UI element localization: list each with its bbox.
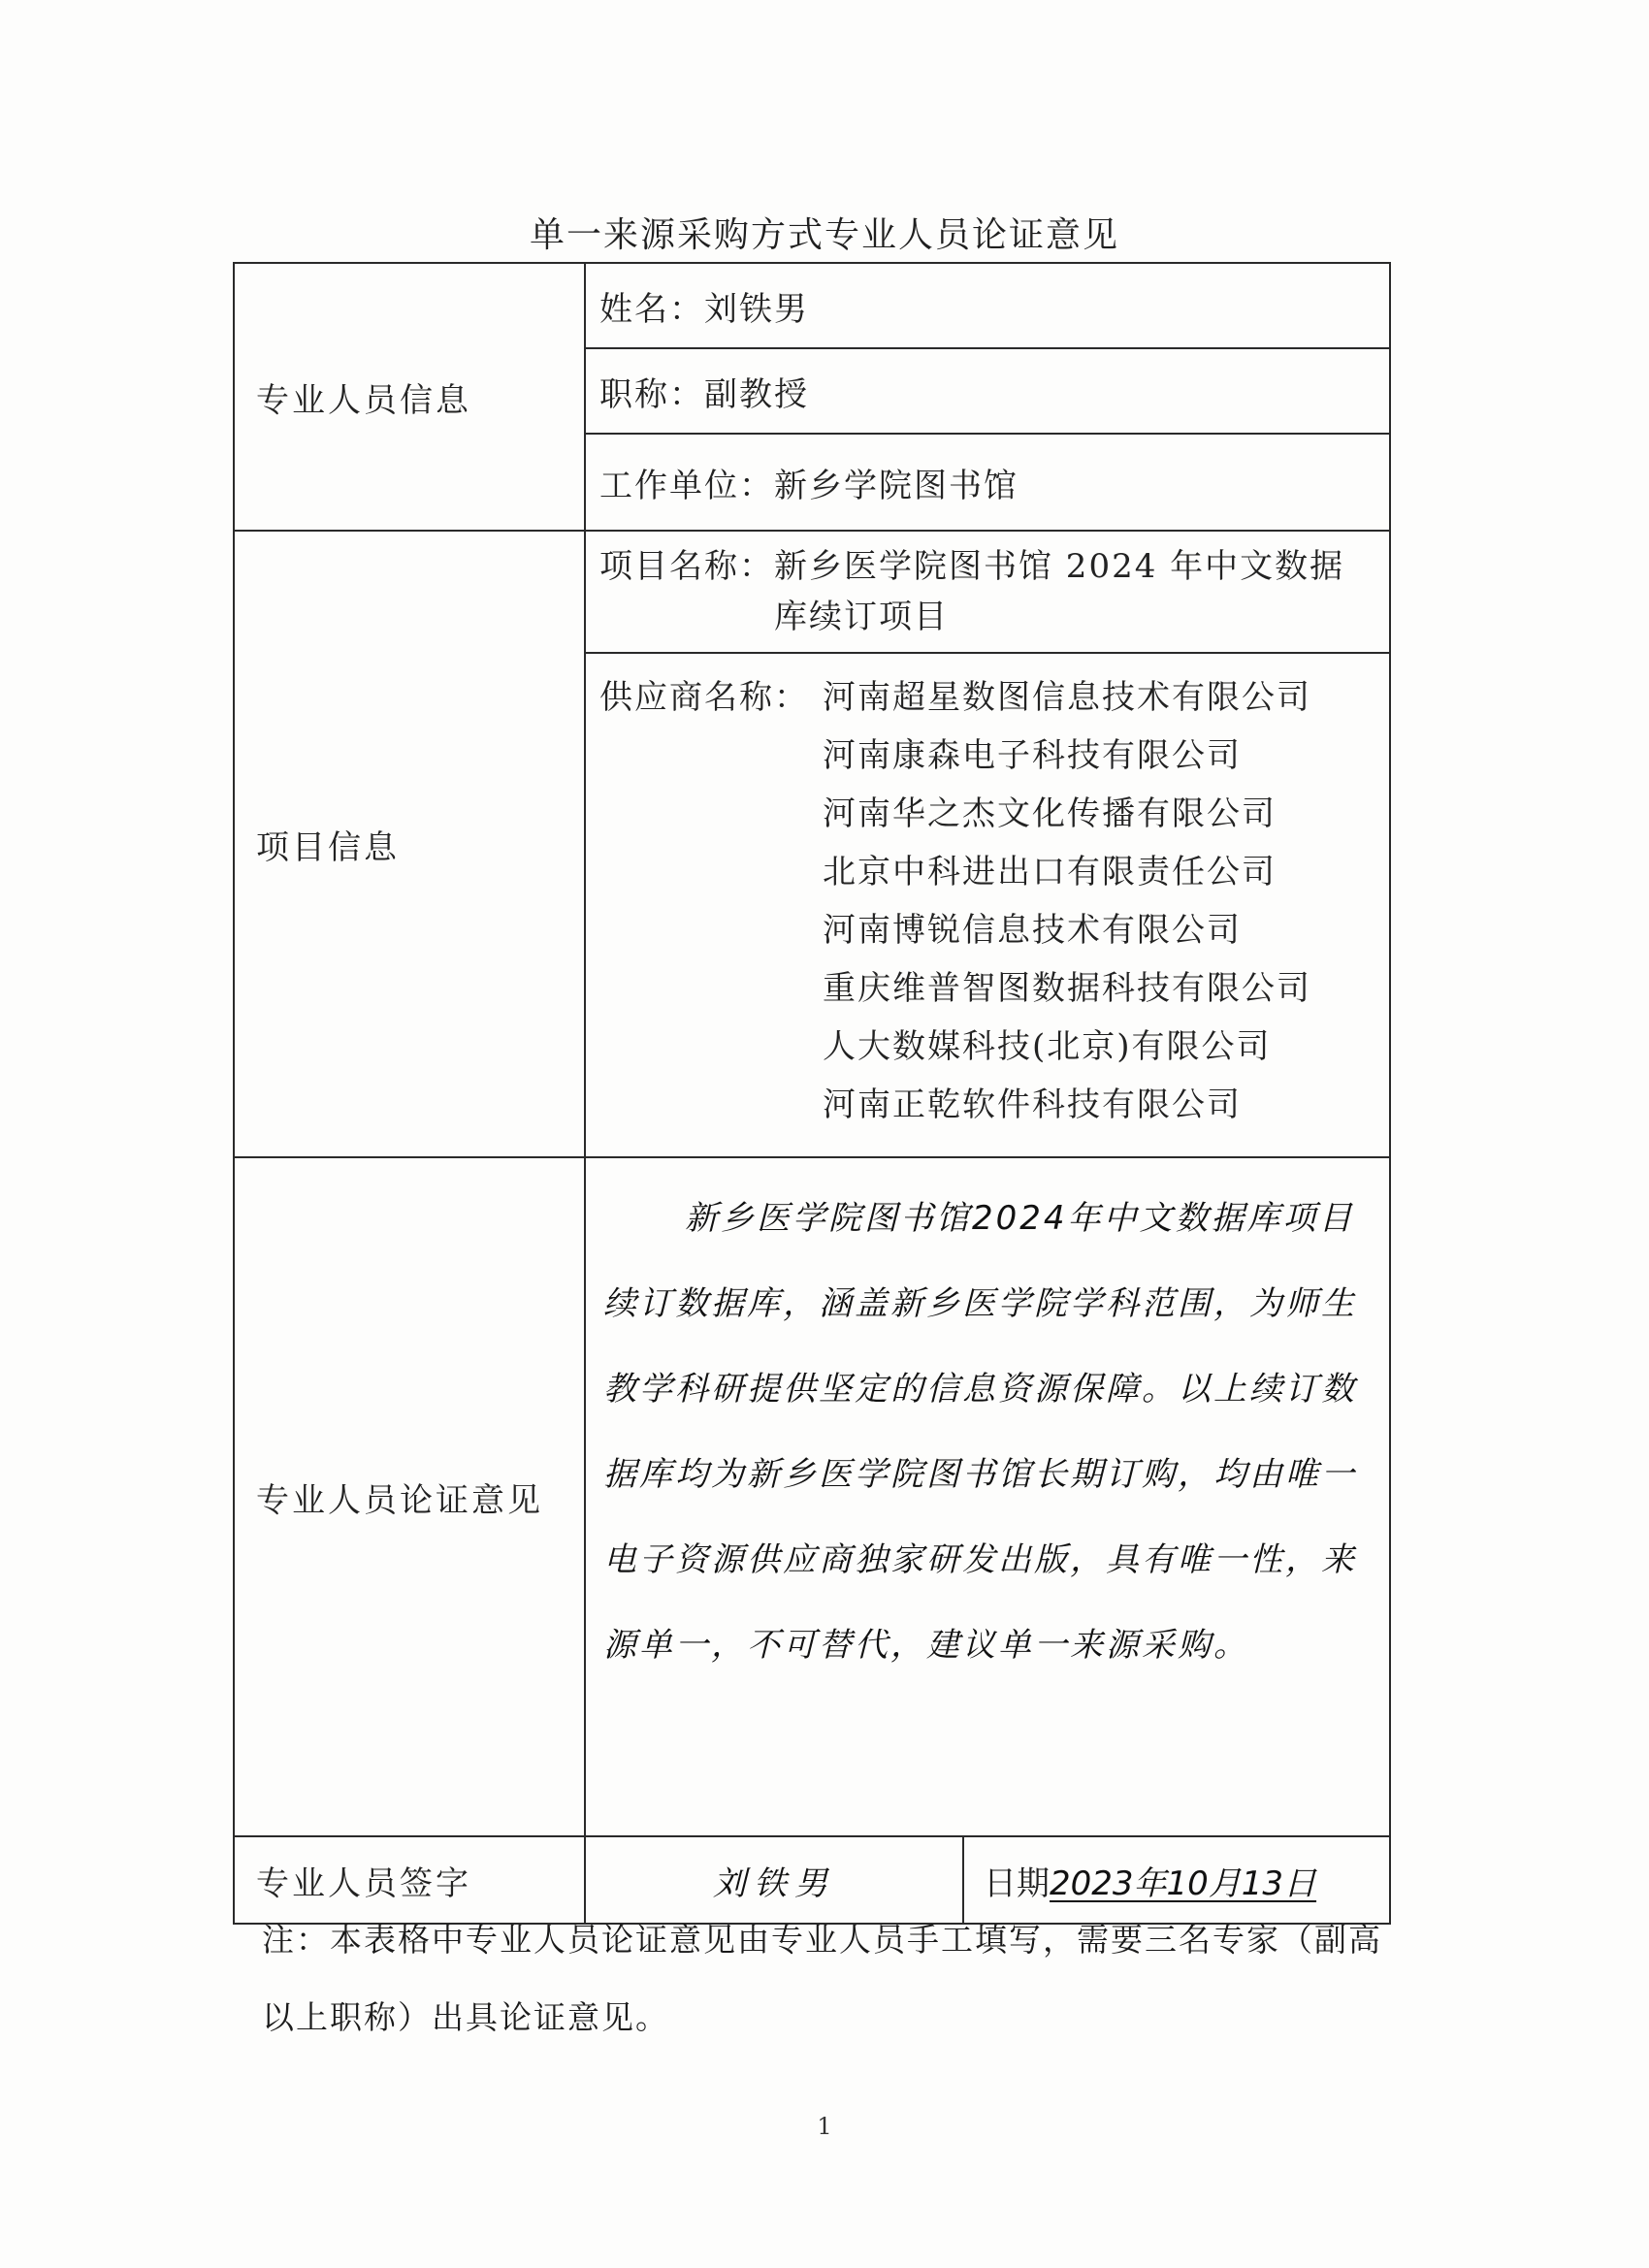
expert-employer: 工作单位：新乡学院图书馆 xyxy=(585,434,1390,531)
footnote: 注：本表格中专业人员论证意见由专业人员手工填写，需要三名专家（副高以上职称）出具论证意见。 xyxy=(262,1921,1382,2036)
supplier-item: 河南华之杰文化传播有限公司 xyxy=(823,794,1277,833)
supplier-item: 河南超星数图信息技术有限公司 xyxy=(823,678,1311,717)
supplier-item: 北京中科进出口有限责任公司 xyxy=(823,853,1277,891)
project-name-cell xyxy=(585,531,1390,653)
expert-title: 职称：副教授 xyxy=(585,348,1390,434)
signature-label: 专业人员签字 xyxy=(234,1836,585,1924)
supplier-key: 供应商名称： xyxy=(599,678,809,717)
supplier-list xyxy=(809,668,1311,1134)
supplier-cell xyxy=(585,653,1390,1157)
handwritten-signature: 刘铁男 xyxy=(585,1836,963,1924)
supplier-item: 河南博锐信息技术有限公司 xyxy=(823,911,1242,950)
date-label: 日期 xyxy=(984,1863,1050,1903)
handwritten-date: 2023年10月13日 xyxy=(1050,1863,1317,1903)
argumentation-form xyxy=(233,262,1391,1925)
opinion-label: 专业人员论证意见 xyxy=(234,1157,585,1836)
project-name-value: 新乡医学院图书馆 2024 年中文数据库续订项目 xyxy=(774,547,1345,636)
supplier-item: 重庆维普智图数据科技有限公司 xyxy=(823,969,1311,1008)
supplier-item: 河南康森电子科技有限公司 xyxy=(823,736,1242,775)
project-info-label: 项目信息 xyxy=(234,531,585,1157)
supplier-item: 人大数媒科技(北京)有限公司 xyxy=(823,1027,1272,1066)
expert-name: 姓名：刘铁男 xyxy=(585,263,1390,348)
document-title: 单一来源采购方式专业人员论证意见 xyxy=(529,215,1119,255)
supplier-item: 河南正乾软件科技有限公司 xyxy=(823,1085,1242,1124)
page-number: 1 xyxy=(817,2113,832,2140)
expert-info-label: 专业人员信息 xyxy=(234,263,585,531)
handwritten-opinion: 新乡医学院图书馆2024年中文数据库项目续订数据库，涵盖新乡医学院学科范围，为师生教学科研提供坚定的信息资源保障。以上续订数据库均为新乡医学院图书馆长期订购，均由唯一电子资源供应商独家研发出版，具有唯一性，来源单一，不可替代，建议单一来源采购。 xyxy=(585,1157,1390,1836)
project-name-key: 项目名称： xyxy=(599,547,774,586)
